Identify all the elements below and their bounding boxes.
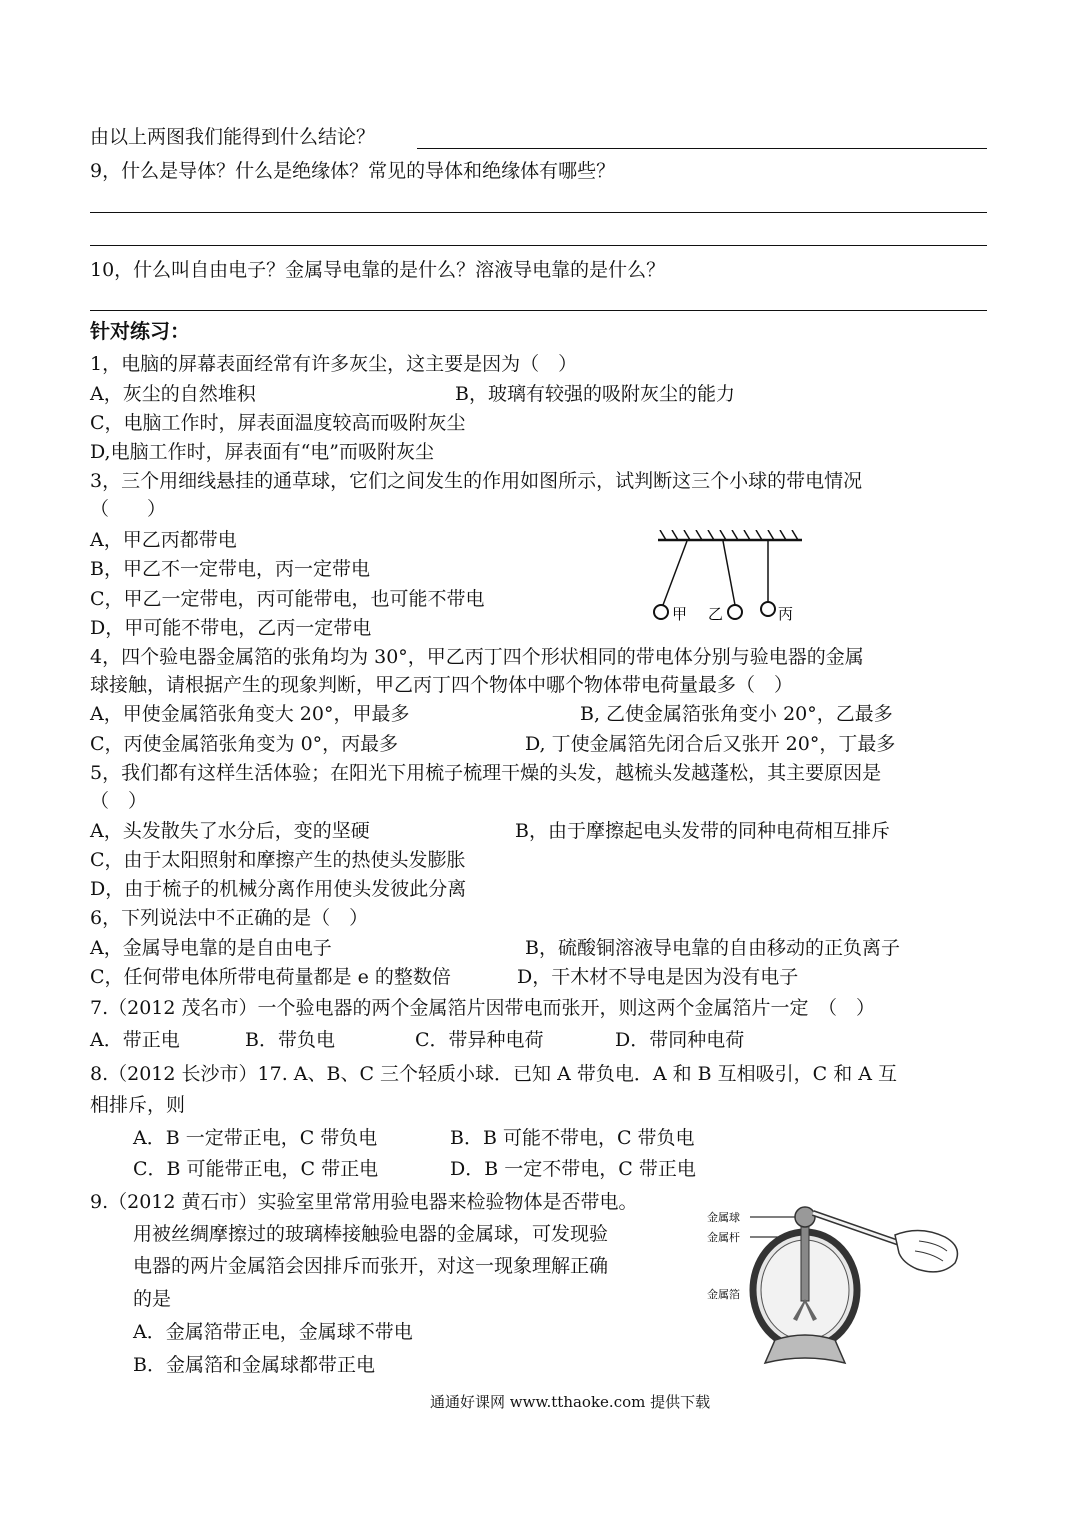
practice-heading: 针对练习：	[90, 319, 190, 343]
q3-stem: 3，三个用细线悬挂的通草球，它们之间发生的作用如图所示，试判断这三个小球的带电情况	[90, 470, 863, 492]
answer-line	[90, 310, 987, 311]
q4-stem: 4，四个验电器金属箔的张角均为 30°，甲乙丙丁四个形状相同的带电体分别与验电器的金属	[90, 646, 864, 668]
q3-option-d: D，甲可能不带电，乙丙一定带电	[90, 617, 372, 639]
q3-option-a: A，甲乙丙都带电	[90, 529, 237, 551]
metal-rod-label: 金属杆	[707, 1231, 740, 1244]
ball-label-yi: 乙	[708, 605, 724, 623]
q3-option-b: B，甲乙不一定带电，丙一定带电	[90, 558, 370, 580]
q8-option-c: C．B 可能带正电，C 带正电	[133, 1158, 379, 1180]
q4-stem-cont: 球接触，请根据产生的现象判断，甲乙丙丁四个物体中哪个物体带电荷量最多（ ）	[90, 674, 794, 696]
q7-option-b: B．带负电	[245, 1029, 335, 1051]
q8-option-b: B．B 可能不带电，C 带负电	[450, 1127, 695, 1149]
q5-option-c: C，由于太阳照射和摩擦产生的热使头发膨胀	[90, 849, 466, 871]
ball-label-jia: 甲	[672, 605, 688, 623]
q8-option-a: A．B 一定带正电，C 带负电	[133, 1127, 378, 1149]
q4-option-a: A，甲使金属箔张角变大 20°，甲最多	[90, 703, 410, 725]
q6-option-d: D，干木材不导电是因为没有电子	[517, 966, 799, 988]
q1-stem: 1，电脑的屏幕表面经常有许多灰尘，这主要是因为（ ）	[90, 353, 578, 375]
q3-option-c: C，甲乙一定带电，丙可能带电，也可能不带电	[90, 588, 485, 610]
q9b-stem-4: 的是	[133, 1288, 172, 1310]
q1-option-a: A，灰尘的自然堆积	[90, 383, 256, 405]
q9b-option-b: B．金属箔和金属球都带正电	[133, 1354, 375, 1376]
metal-ball-label: 金属球	[707, 1211, 740, 1224]
q1-option-c: C，电脑工作时，屏表面温度较高而吸附灰尘	[90, 412, 466, 434]
metal-foil-label: 金属箔	[707, 1288, 740, 1301]
q5-stem-paren: （ ）	[90, 790, 148, 812]
q6-option-b: B，硫酸铜溶液导电靠的自由移动的正负离子	[525, 937, 900, 959]
q5-option-d: D，由于梳子的机械分离作用使头发彼此分离	[90, 878, 467, 900]
q8-stem-cont: 相排斥，则	[90, 1094, 186, 1116]
question-9-conductor: 9，什么是导体？什么是绝缘体？常见的导体和绝缘体有哪些？	[90, 160, 616, 182]
q6-stem: 6，下列说法中不正确的是（ ）	[90, 907, 369, 929]
q8-stem: 8.（2012 长沙市）17. A、B、C 三个轻质小球．已知 A 带负电．A 和 B 互相吸引，C 和 A 互	[90, 1063, 898, 1085]
conclusion-question: 由以上两图我们能得到什么结论？	[90, 126, 376, 148]
page-footer: 通通好课网 www.tthaoke.com 提供下载	[430, 1393, 711, 1411]
q9b-stem-2: 用被丝绸摩擦过的玻璃棒接触验电器的金属球，可发现验	[133, 1223, 609, 1245]
q9b-stem-3: 电器的两片金属箔会因排斥而张开，对这一现象理解正确	[133, 1255, 609, 1277]
answer-line	[417, 148, 987, 149]
q5-option-a: A，头发散失了水分后，变的坚硬	[90, 820, 370, 842]
q4-option-b: B, 乙使金属箔张角变小 20°，乙最多	[580, 703, 893, 725]
suspended-balls-figure	[650, 530, 810, 625]
ball-label-bing: 丙	[778, 605, 794, 623]
q5-stem: 5，我们都有这样生活体验；在阳光下用梳子梳理干燥的头发，越梳头发越蓬松，其主要原因是	[90, 762, 882, 784]
q7-stem: 7.（2012 茂名市）一个验电器的两个金属箔片因带电而张开，则这两个金属箔片一定 （ ）	[90, 997, 876, 1019]
q4-option-d: D, 丁使金属箔先闭合后又张开 20°，丁最多	[525, 733, 896, 755]
q9b-option-a: A．金属箔带正电，金属球不带电	[133, 1321, 413, 1343]
answer-line	[90, 212, 987, 213]
q1-option-b: B，玻璃有较强的吸附灰尘的能力	[455, 383, 735, 405]
q6-option-c: C，任何带电体所带电荷量都是 e 的整数倍	[90, 966, 451, 988]
q7-option-d: D．带同种电荷	[615, 1029, 745, 1051]
q6-option-a: A，金属导电靠的是自由电子	[90, 937, 332, 959]
electroscope-figure	[705, 1195, 970, 1367]
q9b-stem: 9.（2012 黄石市）实验室里常常用验电器来检验物体是否带电。	[90, 1191, 638, 1213]
q3-stem-paren: （ ）	[90, 498, 167, 520]
q7-option-c: C．带异种电荷	[415, 1029, 544, 1051]
answer-line	[90, 245, 987, 246]
q5-option-b: B，由于摩擦起电头发带的同种电荷相互排斥	[515, 820, 890, 842]
question-10-free-electron: 10，什么叫自由电子？金属导电靠的是什么？溶液导电靠的是什么？	[90, 259, 666, 281]
q7-option-a: A．带正电	[90, 1029, 180, 1051]
q8-option-d: D．B 一定不带电，C 带正电	[450, 1158, 696, 1180]
q4-option-c: C，丙使金属箔张角变为 0°，丙最多	[90, 733, 399, 755]
q1-option-d: D,电脑工作时，屏表面有“电”而吸附灰尘	[90, 441, 435, 463]
